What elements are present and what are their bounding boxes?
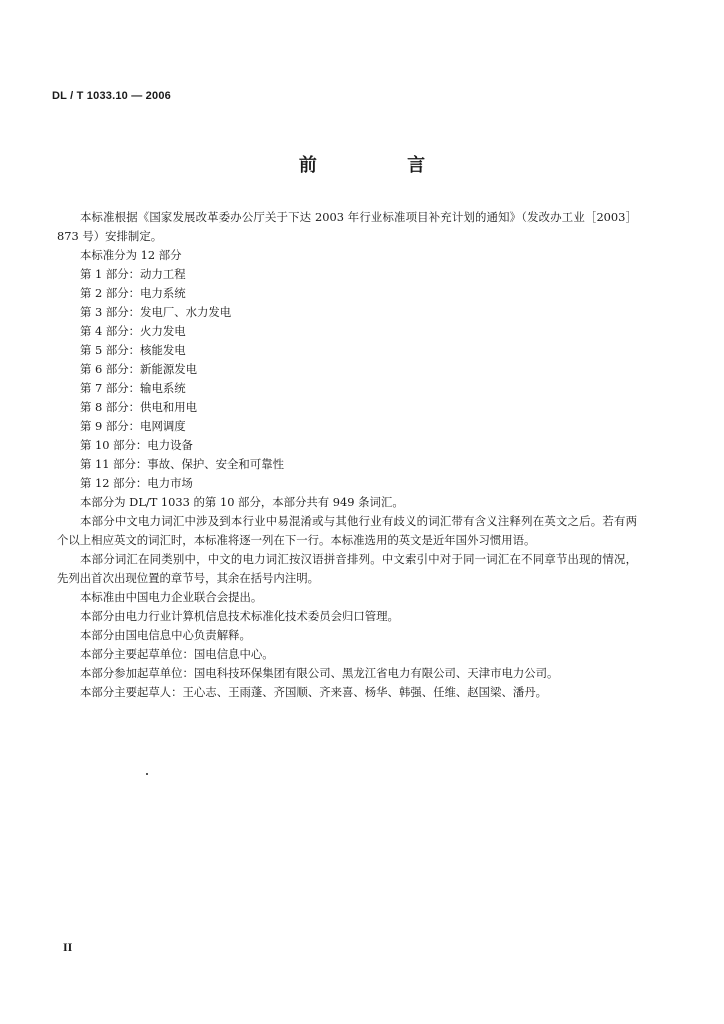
paragraph-drafting-persons: 本部分主要起草人：王心志、王雨蓬、齐国顺、齐来喜、杨华、韩强、任维、赵国梁、潘丹。 [80, 685, 548, 699]
page-title: 前 言 [298, 155, 468, 176]
part-item: 第 8 部分：供电和用电 [80, 400, 198, 414]
part-item: 第 6 部分：新能源发电 [80, 362, 198, 376]
paragraph-ordering-rule: 本部分词汇在同类别中，中文的电力词汇按汉语拼音排列。中文索引中对于同一词汇在不同章节出现的情况，先列出首次出现位置的章节号，其余在括号内注明。 [57, 552, 637, 585]
paragraph-management: 本部分由电力行业计算机信息技术标准化技术委员会归口管理。 [80, 609, 399, 623]
part-item: 第 7 部分：输电系统 [80, 381, 186, 395]
paragraph-this-part: 本部分为 DL/T 1033 的第 10 部分，本部分共有 949 条词汇。 [80, 495, 404, 509]
paragraph-annotation-rule: 本部分中文电力词汇中涉及到本行业中易混淆或与其他行业有歧义的词汇带有含义注释列在英文之后。若有两个以上相应英文的词汇时，本标准将逐一列在下一行。本标准选用的英文是近年国外习惯用语。 [57, 514, 637, 547]
part-item: 第 1 部分：动力工程 [80, 267, 186, 281]
part-item: 第 9 部分：电网调度 [80, 419, 186, 433]
part-item: 第 3 部分：发电厂、水力发电 [80, 305, 232, 319]
paragraph-proposer: 本标准由中国电力企业联合会提出。 [80, 590, 263, 604]
foreword-body [57, 208, 637, 702]
paragraph-basis: 本标准根据《国家发展改革委办公厅关于下达 2003 年行业标准项目补充计划的通知》（发改办工业［2003］873 号）安排制定。 [57, 210, 637, 243]
paragraph-main-drafter: 本部分主要起草单位：国电信息中心。 [80, 647, 274, 661]
paragraph-interpretation: 本部分由国电信息中心负责解释。 [80, 628, 251, 642]
part-item: 第 4 部分：火力发电 [80, 324, 186, 338]
part-item: 第 12 部分：电力市场 [80, 476, 193, 490]
paragraph-participating-drafters: 本部分参加起草单位：国电科技环保集团有限公司、黑龙江省电力有限公司、天津市电力公司。 [80, 666, 559, 680]
scan-speck [146, 773, 148, 775]
part-item: 第 10 部分：电力设备 [80, 438, 193, 452]
part-item: 第 11 部分：事故、保护、安全和可靠性 [80, 457, 284, 471]
page-number: II [63, 940, 73, 954]
part-item: 第 2 部分：电力系统 [80, 286, 186, 300]
document-code: DL / T 1033.10 — 2006 [52, 90, 171, 102]
paragraph-parts-count: 本标准分为 12 部分 [80, 248, 182, 262]
part-item: 第 5 部分：核能发电 [80, 343, 186, 357]
